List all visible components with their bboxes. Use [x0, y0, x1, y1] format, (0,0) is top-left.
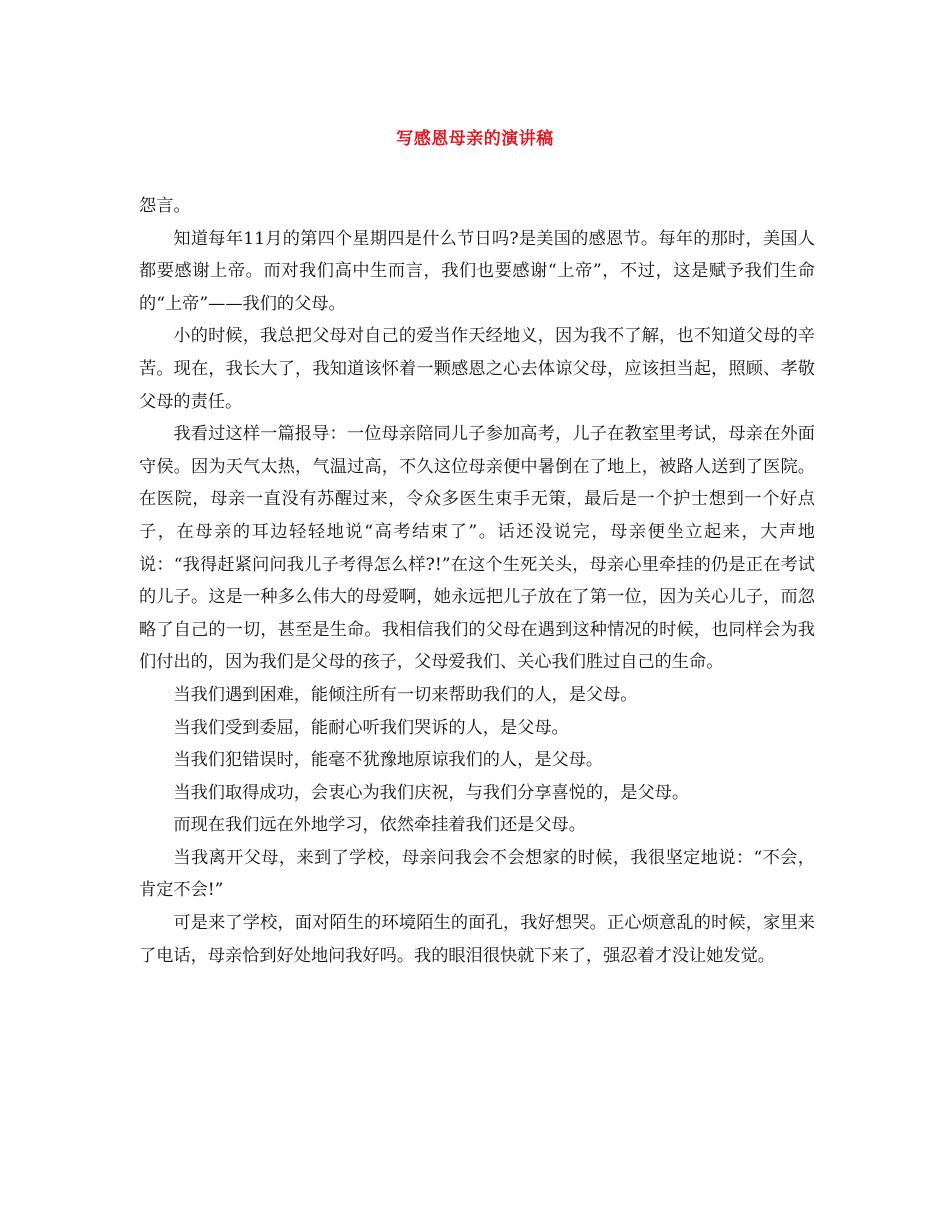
paragraph-9: 而现在我们远在外地学习，依然牵挂着我们还是父母。: [173, 815, 586, 836]
paragraph-2: 知道每年11月的第四个星期四是什么节日吗?是美国的感恩节。每年的那时，美国人都要感谢上帝。而对我们高中生而言，我们也要感谢“上帝”，不过，这是赋予我们生命的“上帝”——我们的父母。: [139, 228, 815, 314]
document-title: 写感恩母亲的演讲稿: [396, 129, 554, 149]
paragraph-1: 怨言。: [139, 196, 191, 216]
paragraph-7: 当我们犯错误时，能毫不犹豫地原谅我们的人，是父母。: [173, 750, 604, 771]
paragraph-3: 小的时候，我总把父母对自己的爱当作天经地义，因为我不了解，也不知道父母的辛苦。现在，我长大了，我知道该怀着一颗感恩之心去体谅父母，应该担当起，照顾、孝敬父母的责任。: [139, 326, 815, 412]
paragraph-10: 当我离开父母，来到了学校，母亲问我会不会想家的时候，我很坚定地说：“不会，肯定不会!”: [139, 847, 815, 901]
paragraph-4: 我看过这样一篇报导：一位母亲陪同儿子参加高考，儿子在教室里考试，母亲在外面守侯。因为天气太热，气温过高，不久这位母亲便中暑倒在了地上，被路人送到了医院。在医院，母亲一直没有苏醒过来，令众多医生束手无策，最后是一个护士想到一个好点子，在母亲的耳边轻轻地说“高考结束了”。话还没说完，母亲便坐立起来，大声地说：“我得赶紧问问我儿子考得怎么样?!”在这个生死关头，母亲心里牵挂的仍是正在考试的儿子。这是一种多么伟大的母爱啊，她永远把儿子放在了第一位，因为关心儿子，而忽略了自己的一切，甚至是生命。我相信我们的父母在遇到这种情况的时候，也同样会为我们付出的，因为我们是父母的孩子，父母爱我们、关心我们胜过自己的生命。: [139, 424, 815, 673]
paragraph-6: 当我们受到委屈，能耐心听我们哭诉的人，是父母。: [173, 717, 569, 738]
paragraph-5: 当我们遇到困难，能倾注所有一切来帮助我们的人，是父母。: [173, 684, 638, 705]
document-body: [139, 190, 815, 972]
paragraph-8: 当我们取得成功，会衷心为我们庆祝，与我们分享喜悦的，是父母。: [173, 782, 690, 803]
paragraph-11: 可是来了学校，面对陌生的环境陌生的面孔，我好想哭。正心烦意乱的时候，家里来了电话，母亲恰到好处地问我好吗。我的眼泪很快就下来了，强忍着才没让她发觉。: [139, 913, 815, 966]
